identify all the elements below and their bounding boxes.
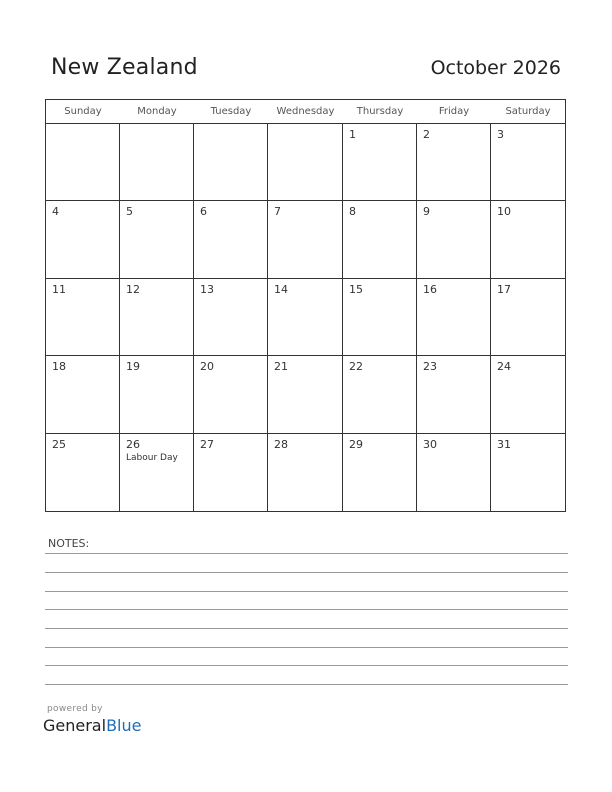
day-number: 12 <box>126 282 140 296</box>
note-line <box>45 684 568 685</box>
day-cell-thursday <box>343 434 417 511</box>
day-cell-tuesday <box>194 434 268 511</box>
month-year-title: October 2026 <box>430 57 561 79</box>
country-title: New Zealand <box>51 55 198 80</box>
note-line <box>45 572 568 573</box>
generalblue-logo[interactable] <box>43 716 141 735</box>
day-number: 13 <box>200 282 214 296</box>
day-number: 14 <box>274 282 288 296</box>
note-line <box>45 628 568 629</box>
day-cell-wednesday <box>268 434 343 511</box>
day-cell-saturday <box>491 356 565 433</box>
note-line <box>45 665 568 666</box>
day-number: 17 <box>497 282 511 296</box>
day-number: 8 <box>349 205 356 219</box>
day-cell-tuesday <box>194 356 268 433</box>
day-cell-monday <box>120 356 194 433</box>
day-cell-wednesday <box>268 201 343 278</box>
day-cell-sunday <box>46 279 120 356</box>
day-cell-thursday <box>343 124 417 201</box>
day-number: 30 <box>423 437 437 451</box>
day-number: 21 <box>274 360 288 374</box>
weekday-header-row <box>46 100 565 124</box>
day-number: 1 <box>349 128 356 141</box>
day-cell-saturday <box>491 201 565 278</box>
day-number: 6 <box>200 205 207 219</box>
day-number: 20 <box>200 360 214 374</box>
day-cell-friday <box>417 201 491 278</box>
day-cell-tuesday <box>194 201 268 278</box>
day-cell-wednesday <box>268 124 343 201</box>
day-number: 22 <box>349 360 363 374</box>
day-cell-thursday <box>343 201 417 278</box>
day-cell-monday <box>120 434 194 511</box>
day-number: 9 <box>423 205 430 219</box>
day-number: 4 <box>52 205 59 219</box>
day-number: 16 <box>423 282 437 296</box>
day-cell-monday <box>120 279 194 356</box>
day-cell-sunday <box>46 124 120 201</box>
day-number: 27 <box>200 437 214 451</box>
day-cell-saturday <box>491 124 565 201</box>
day-number: 18 <box>52 360 66 374</box>
day-number: 3 <box>497 128 504 141</box>
day-cell-sunday <box>46 201 120 278</box>
day-number: 2 <box>423 128 430 141</box>
powered-by-text: powered by <box>47 704 103 714</box>
note-line <box>45 591 568 592</box>
day-number: 24 <box>497 360 511 374</box>
day-cell-thursday <box>343 356 417 433</box>
calendar-grid <box>45 99 566 512</box>
note-line <box>45 609 568 610</box>
notes-label: NOTES: <box>48 537 90 550</box>
day-cell-friday <box>417 279 491 356</box>
day-number: 23 <box>423 360 437 374</box>
day-number: 28 <box>274 437 288 451</box>
day-number: 31 <box>497 437 511 451</box>
day-number: 19 <box>126 360 140 374</box>
day-cell-sunday <box>46 434 120 511</box>
day-number: 11 <box>52 282 66 296</box>
weekday-saturday: Saturday <box>505 106 551 117</box>
day-number: 25 <box>52 437 66 451</box>
day-cell-wednesday <box>268 356 343 433</box>
day-cell-tuesday <box>194 124 268 201</box>
day-number: 29 <box>349 437 363 451</box>
brand-general-text: General <box>43 716 107 735</box>
weekday-wednesday: Wednesday <box>276 106 335 117</box>
day-cell-sunday <box>46 356 120 433</box>
note-line <box>45 647 568 648</box>
calendar-body <box>46 124 565 511</box>
brand-blue-text: Blue <box>106 716 142 735</box>
day-number: 26 <box>126 437 140 451</box>
note-line <box>45 553 568 554</box>
day-number: 10 <box>497 205 511 219</box>
weekday-monday: Monday <box>137 106 177 117</box>
day-cell-monday <box>120 201 194 278</box>
weekday-thursday: Thursday <box>356 106 404 117</box>
day-cell-friday <box>417 434 491 511</box>
day-cell-saturday <box>491 434 565 511</box>
day-cell-friday <box>417 356 491 433</box>
day-cell-saturday <box>491 279 565 356</box>
weekday-sunday: Sunday <box>64 106 102 117</box>
holiday-label: Labour Day <box>126 452 178 463</box>
day-number: 7 <box>274 205 281 219</box>
day-cell-monday <box>120 124 194 201</box>
day-number: 5 <box>126 205 133 219</box>
day-cell-thursday <box>343 279 417 356</box>
day-cell-wednesday <box>268 279 343 356</box>
weekday-tuesday: Tuesday <box>210 106 252 117</box>
day-number: 15 <box>349 282 363 296</box>
weekday-friday: Friday <box>438 106 470 117</box>
day-cell-friday <box>417 124 491 201</box>
day-cell-tuesday <box>194 279 268 356</box>
